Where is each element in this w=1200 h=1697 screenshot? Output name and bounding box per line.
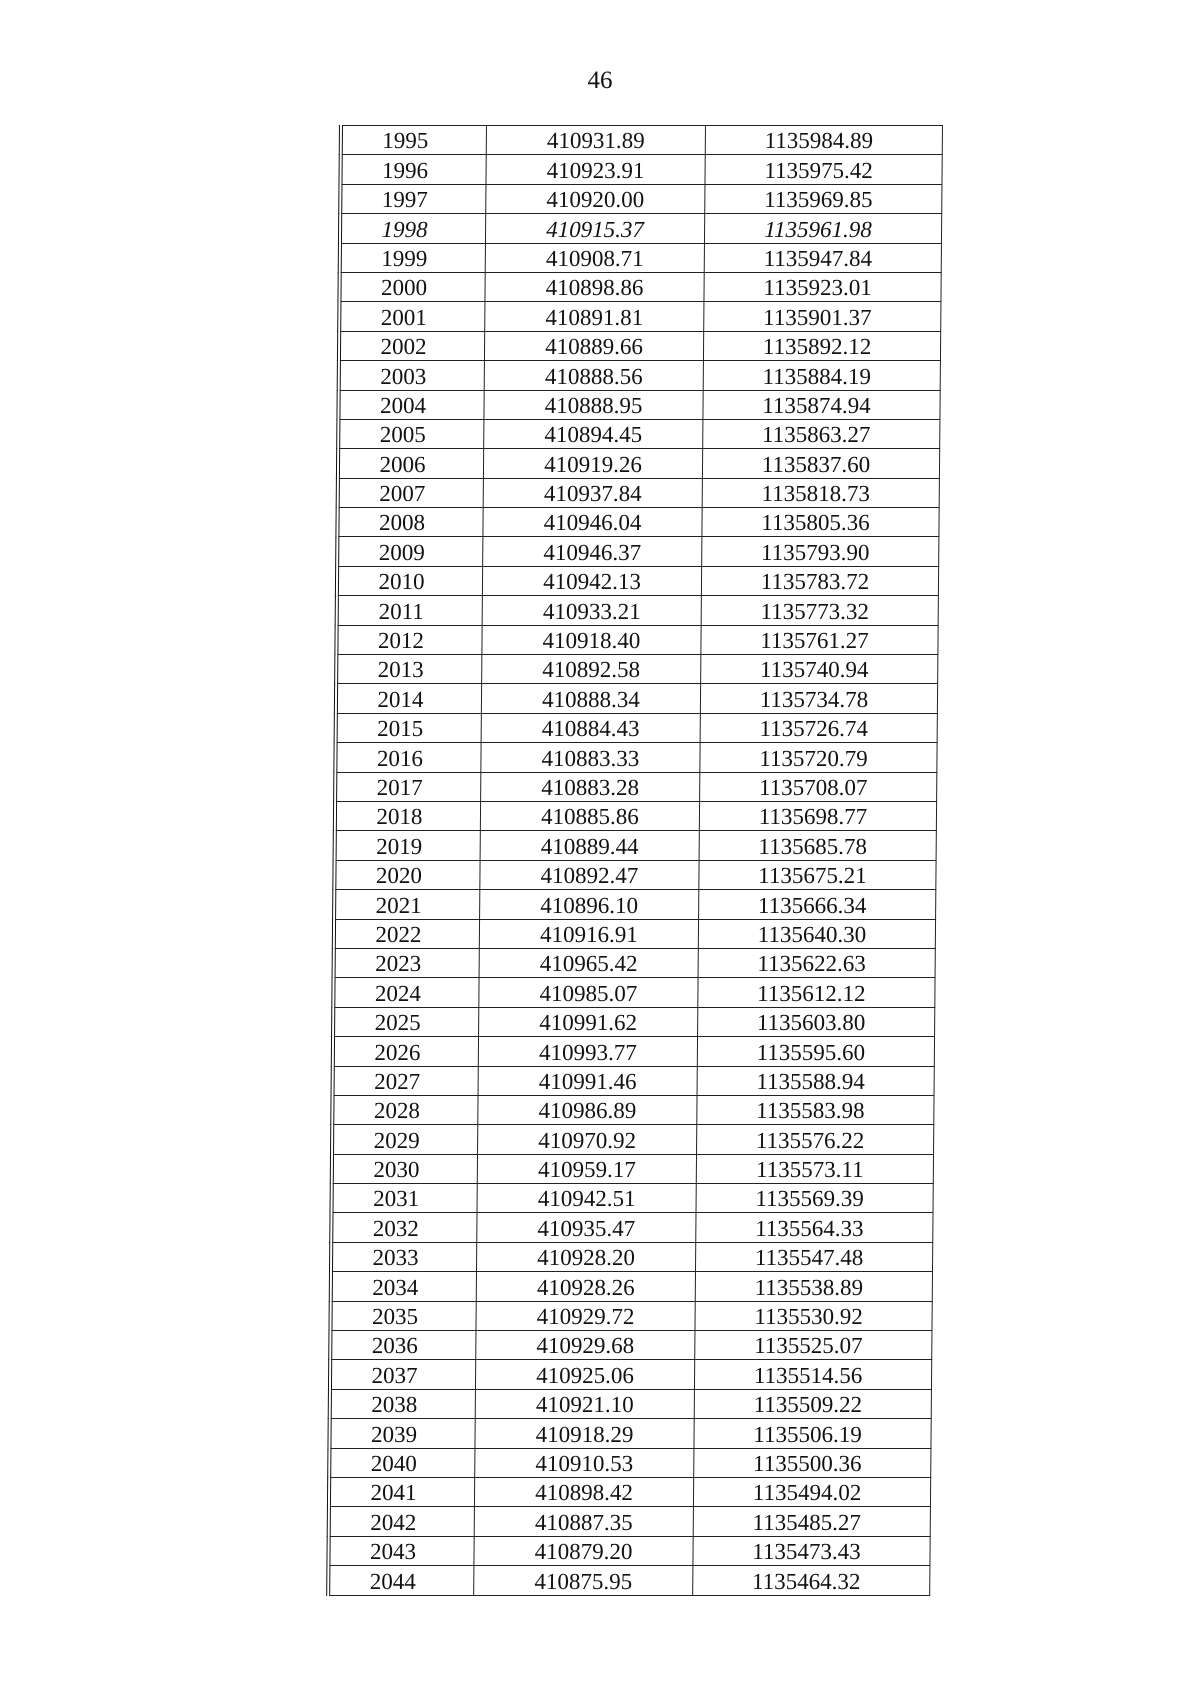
table-row (339, 272, 941, 301)
y-coordinate-cell: 1135923.01 (704, 272, 941, 301)
table-row (336, 655, 938, 684)
table-row (330, 1389, 932, 1418)
year-cell: 2017 (335, 772, 481, 801)
y-coordinate-cell: 1135530.92 (695, 1301, 932, 1330)
y-coordinate-cell: 1135761.27 (701, 625, 938, 654)
year-cell: 2004 (338, 390, 484, 419)
y-coordinate-cell: 1135685.78 (699, 831, 936, 860)
year-cell: 2033 (331, 1242, 477, 1271)
x-coordinate-cell: 410885.86 (480, 801, 699, 830)
year-cell: 2036 (330, 1331, 476, 1360)
table-row (332, 1125, 934, 1154)
x-coordinate-cell: 410916.91 (479, 919, 698, 948)
table-body (328, 126, 942, 1596)
table-row (328, 1536, 930, 1565)
y-coordinate-cell: 1135666.34 (699, 890, 936, 919)
y-coordinate-cell: 1135464.32 (693, 1566, 930, 1595)
table-row (331, 1242, 933, 1271)
y-coordinate-cell: 1135984.89 (705, 126, 942, 155)
table-row (329, 1507, 931, 1536)
year-cell: 2021 (334, 890, 480, 919)
x-coordinate-cell: 410920.00 (486, 184, 705, 213)
year-cell: 2023 (334, 948, 480, 977)
year-cell: 2039 (329, 1419, 475, 1448)
table-row (329, 1419, 931, 1448)
x-coordinate-cell: 410993.77 (478, 1037, 697, 1066)
year-cell: 2009 (337, 537, 483, 566)
y-coordinate-cell: 1135773.32 (701, 596, 938, 625)
y-coordinate-cell: 1135892.12 (703, 331, 940, 360)
y-coordinate-cell: 1135874.94 (703, 390, 940, 419)
year-cell: 2020 (334, 860, 480, 889)
x-coordinate-cell: 410925.06 (475, 1360, 694, 1389)
x-coordinate-cell: 410929.68 (476, 1331, 695, 1360)
x-coordinate-cell: 410891.81 (485, 302, 704, 331)
x-coordinate-cell: 410898.42 (474, 1477, 693, 1506)
table-row (334, 948, 936, 977)
x-coordinate-cell: 410991.62 (479, 1007, 698, 1036)
table-row (338, 449, 940, 478)
year-cell: 2007 (338, 478, 484, 507)
year-cell: 2040 (329, 1448, 475, 1477)
year-cell: 2030 (332, 1154, 478, 1183)
x-coordinate-cell: 410889.66 (484, 331, 703, 360)
y-coordinate-cell: 1135506.19 (694, 1419, 931, 1448)
y-coordinate-cell: 1135947.84 (704, 243, 941, 272)
x-coordinate-cell: 410915.37 (485, 214, 704, 243)
year-cell: 1995 (341, 126, 487, 155)
year-cell: 1996 (340, 155, 486, 184)
y-coordinate-cell: 1135588.94 (697, 1066, 934, 1095)
table-row (339, 302, 941, 331)
year-cell: 2032 (331, 1213, 477, 1242)
table-row (336, 684, 938, 713)
year-cell: 2034 (331, 1272, 477, 1301)
x-coordinate-cell: 410928.26 (476, 1272, 695, 1301)
year-cell: 2008 (337, 508, 483, 537)
y-coordinate-cell: 1135514.56 (694, 1360, 931, 1389)
table-row (333, 1066, 935, 1095)
x-coordinate-cell: 410883.28 (481, 772, 700, 801)
y-coordinate-cell: 1135612.12 (698, 978, 935, 1007)
table-row (334, 890, 936, 919)
y-coordinate-cell: 1135583.98 (697, 1095, 934, 1124)
y-coordinate-cell: 1135740.94 (701, 655, 938, 684)
x-coordinate-cell: 410892.58 (482, 655, 701, 684)
x-coordinate-cell: 410942.51 (477, 1184, 696, 1213)
table-row (335, 772, 937, 801)
table-row (337, 596, 939, 625)
table-row (331, 1213, 933, 1242)
table-row (341, 126, 943, 155)
table-row (332, 1154, 934, 1183)
y-coordinate-cell: 1135969.85 (705, 184, 942, 213)
table-row (339, 331, 941, 360)
y-coordinate-cell: 1135901.37 (704, 302, 941, 331)
x-coordinate-cell: 410965.42 (479, 948, 698, 977)
table-row (332, 1184, 934, 1213)
x-coordinate-cell: 410931.89 (486, 126, 705, 155)
year-cell: 2003 (339, 361, 485, 390)
x-coordinate-cell: 410935.47 (477, 1213, 696, 1242)
table-row (332, 1095, 934, 1124)
year-cell: 2005 (338, 419, 484, 448)
x-coordinate-cell: 410908.71 (485, 243, 704, 272)
y-coordinate-cell: 1135564.33 (696, 1213, 933, 1242)
y-coordinate-cell: 1135622.63 (698, 948, 935, 977)
table-row (333, 1037, 935, 1066)
y-coordinate-cell: 1135595.60 (697, 1037, 934, 1066)
x-coordinate-cell: 410875.95 (474, 1566, 693, 1595)
table-row (335, 831, 937, 860)
x-coordinate-cell: 410898.86 (485, 272, 704, 301)
table-row (336, 713, 938, 742)
y-coordinate-cell: 1135500.36 (694, 1448, 931, 1477)
x-coordinate-cell: 410910.53 (475, 1448, 694, 1477)
year-cell: 2011 (337, 596, 483, 625)
table-row (329, 1477, 931, 1506)
year-cell: 2000 (339, 272, 485, 301)
table-row (335, 743, 937, 772)
x-coordinate-cell: 410923.91 (486, 155, 705, 184)
y-coordinate-cell: 1135573.11 (696, 1154, 933, 1183)
x-coordinate-cell: 410888.34 (481, 684, 700, 713)
year-cell: 2019 (335, 831, 481, 860)
x-coordinate-cell: 410946.37 (483, 537, 702, 566)
y-coordinate-cell: 1135783.72 (701, 566, 938, 595)
y-coordinate-cell: 1135569.39 (696, 1184, 933, 1213)
table-row (333, 1007, 935, 1036)
x-coordinate-cell: 410888.56 (484, 361, 703, 390)
table-row (335, 801, 937, 830)
year-cell: 2010 (337, 566, 483, 595)
table-row (340, 243, 942, 272)
x-coordinate-cell: 410892.47 (480, 860, 699, 889)
y-coordinate-cell: 1135547.48 (695, 1242, 932, 1271)
y-coordinate-cell: 1135837.60 (702, 449, 939, 478)
year-cell: 2002 (339, 331, 485, 360)
table-row (338, 390, 940, 419)
year-cell: 1998 (340, 214, 486, 243)
y-coordinate-cell: 1135698.77 (699, 801, 936, 830)
table-row (340, 184, 942, 213)
x-coordinate-cell: 410889.44 (480, 831, 699, 860)
y-coordinate-cell: 1135603.80 (698, 1007, 935, 1036)
y-coordinate-cell: 1135538.89 (695, 1272, 932, 1301)
y-coordinate-cell: 1135793.90 (702, 537, 939, 566)
year-cell: 2006 (338, 449, 484, 478)
year-cell: 1999 (340, 243, 486, 272)
table-row (333, 978, 935, 1007)
year-cell: 2031 (332, 1184, 478, 1213)
x-coordinate-cell: 410894.45 (484, 419, 703, 448)
y-coordinate-cell: 1135509.22 (694, 1389, 931, 1418)
x-coordinate-cell: 410879.20 (474, 1536, 693, 1565)
x-coordinate-cell: 410888.95 (484, 390, 703, 419)
table-row (340, 155, 942, 184)
table-row (329, 1448, 931, 1477)
y-coordinate-cell: 1135576.22 (697, 1125, 934, 1154)
x-coordinate-cell: 410985.07 (479, 978, 698, 1007)
year-cell: 2022 (334, 919, 480, 948)
table-row (337, 566, 939, 595)
x-coordinate-cell: 410921.10 (475, 1389, 694, 1418)
year-cell: 2012 (336, 625, 482, 654)
year-cell: 2026 (333, 1037, 479, 1066)
table-row (330, 1331, 932, 1360)
table-row (338, 419, 940, 448)
x-coordinate-cell: 410991.46 (478, 1066, 697, 1095)
x-coordinate-cell: 410884.43 (481, 713, 700, 742)
table-row (339, 361, 941, 390)
year-cell: 2041 (329, 1477, 475, 1506)
y-coordinate-cell: 1135734.78 (700, 684, 937, 713)
year-cell: 2029 (332, 1125, 478, 1154)
year-cell: 2013 (336, 655, 482, 684)
year-cell: 2025 (333, 1007, 479, 1036)
page-number: 46 (587, 67, 613, 94)
year-cell: 2043 (328, 1536, 474, 1565)
year-cell: 2035 (330, 1301, 476, 1330)
y-coordinate-cell: 1135975.42 (705, 155, 942, 184)
x-coordinate-cell: 410929.72 (476, 1301, 695, 1330)
table-row (330, 1360, 932, 1389)
table-row (340, 214, 942, 243)
x-coordinate-cell: 410959.17 (477, 1154, 696, 1183)
table-row (331, 1272, 933, 1301)
y-coordinate-cell: 1135726.74 (700, 713, 937, 742)
x-coordinate-cell: 410933.21 (482, 596, 701, 625)
y-coordinate-cell: 1135640.30 (698, 919, 935, 948)
x-coordinate-cell: 410918.29 (475, 1419, 694, 1448)
x-coordinate-cell: 410946.04 (483, 508, 702, 537)
x-coordinate-cell: 410986.89 (478, 1095, 697, 1124)
year-cell: 2027 (333, 1066, 479, 1095)
x-coordinate-cell: 410928.20 (476, 1242, 695, 1271)
year-cell: 2038 (330, 1389, 476, 1418)
year-cell: 2015 (336, 713, 482, 742)
y-coordinate-cell: 1135485.27 (693, 1507, 930, 1536)
y-coordinate-cell: 1135675.21 (699, 860, 936, 889)
y-coordinate-cell: 1135961.98 (704, 214, 941, 243)
y-coordinate-cell: 1135473.43 (693, 1536, 930, 1565)
y-coordinate-cell: 1135494.02 (693, 1477, 930, 1506)
year-cell: 2028 (332, 1095, 478, 1124)
y-coordinate-cell: 1135805.36 (702, 508, 939, 537)
table-row (334, 860, 936, 889)
year-cell: 2016 (335, 743, 481, 772)
x-coordinate-cell: 410919.26 (483, 449, 702, 478)
x-coordinate-cell: 410918.40 (482, 625, 701, 654)
y-coordinate-cell: 1135720.79 (700, 743, 937, 772)
y-coordinate-cell: 1135818.73 (702, 478, 939, 507)
table-row (336, 625, 938, 654)
x-coordinate-cell: 410970.92 (478, 1125, 697, 1154)
table-row (334, 919, 936, 948)
y-coordinate-cell: 1135525.07 (695, 1331, 932, 1360)
year-cell: 2044 (328, 1566, 474, 1595)
y-coordinate-cell: 1135708.07 (700, 772, 937, 801)
y-coordinate-cell: 1135863.27 (703, 419, 940, 448)
table-row (338, 478, 940, 507)
table-row (328, 1566, 930, 1595)
year-cell: 2001 (339, 302, 485, 331)
year-cell: 2014 (336, 684, 482, 713)
table-row (337, 508, 939, 537)
x-coordinate-cell: 410896.10 (480, 890, 699, 919)
coordinates-table (326, 125, 943, 1596)
year-cell: 2042 (329, 1507, 475, 1536)
year-cell: 1997 (340, 184, 486, 213)
x-coordinate-cell: 410887.35 (474, 1507, 693, 1536)
table-row (330, 1301, 932, 1330)
x-coordinate-cell: 410937.84 (483, 478, 702, 507)
year-cell: 2018 (335, 801, 481, 830)
year-cell: 2024 (333, 978, 479, 1007)
x-coordinate-cell: 410942.13 (482, 566, 701, 595)
y-coordinate-cell: 1135884.19 (703, 361, 940, 390)
table-row (337, 537, 939, 566)
year-cell: 2037 (330, 1360, 476, 1389)
x-coordinate-cell: 410883.33 (481, 743, 700, 772)
